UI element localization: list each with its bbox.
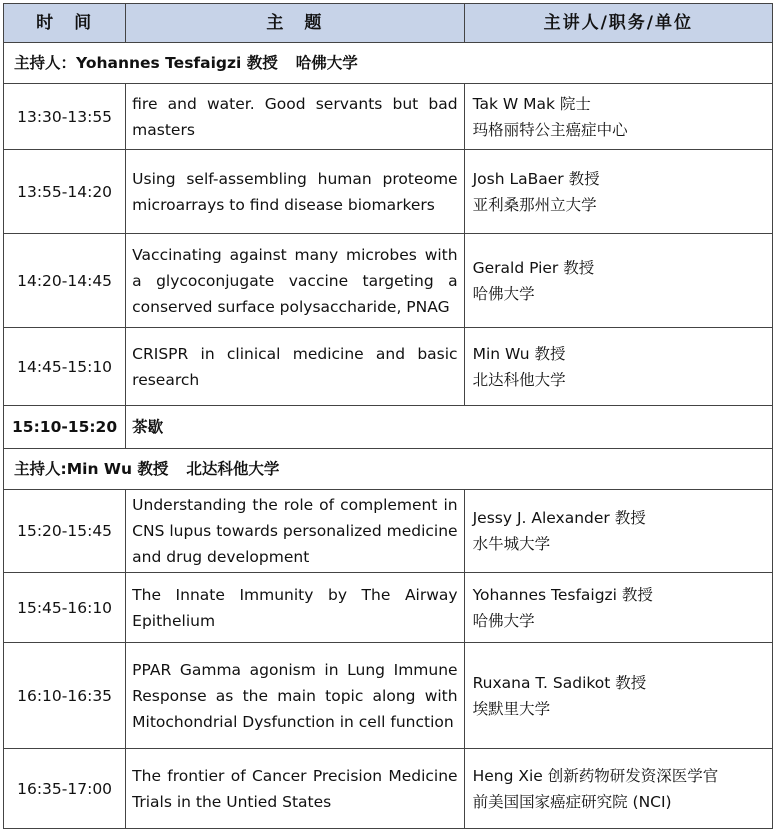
time-cell: 15:20-15:45 (4, 490, 126, 573)
time-cell: 13:30-13:55 (4, 84, 126, 150)
time-cell: 16:10-16:35 (4, 643, 126, 749)
header-time: 时 间 (4, 4, 126, 43)
speaker-name: Gerald Pier 教授 (472, 258, 595, 277)
host-cell (4, 43, 773, 84)
speaker-cell (464, 150, 772, 234)
break-time: 15:10-15:20 (4, 406, 126, 449)
speaker-name: Josh LaBaer 教授 (472, 169, 600, 188)
host-row (4, 449, 773, 490)
speaker-cell (464, 643, 772, 749)
speaker-name: Tak W Mak 院士 (472, 94, 591, 113)
speaker-cell (464, 328, 772, 406)
table-row (4, 643, 773, 749)
break-row (4, 406, 773, 449)
speaker-cell (464, 84, 772, 150)
time-cell: 15:45-16:10 (4, 573, 126, 643)
table-row (4, 328, 773, 406)
speaker-cell (464, 234, 772, 328)
speaker-org: 水牛城大学 (472, 535, 551, 553)
topic-cell: PPAR Gamma agonism in Lung Immune Response as the main topic along with Mitochondrial Dysfunction in cell function (126, 643, 464, 749)
time-cell: 14:20-14:45 (4, 234, 126, 328)
speaker-name: Ruxana T. Sadikot 教授 (472, 673, 647, 692)
host-label: 主持人: (14, 460, 67, 478)
table-row (4, 150, 773, 234)
host-name: Yohannes Tesfaigzi 教授 (76, 54, 278, 72)
speaker-cell (464, 490, 772, 573)
topic-cell: The frontier of Cancer Precision Medicine Trials in the Untied States (126, 749, 464, 829)
host-row (4, 43, 773, 84)
table-row (4, 573, 773, 643)
topic-cell: The Innate Immunity by The Airway Epithelium (126, 573, 464, 643)
speaker-org: 北达科他大学 (472, 370, 566, 389)
agenda-table (3, 3, 773, 829)
header-row (4, 4, 773, 43)
table-row (4, 234, 773, 328)
time-cell: 14:45-15:10 (4, 328, 126, 406)
host-org: 哈佛大学 (295, 54, 358, 72)
time-cell: 13:55-14:20 (4, 150, 126, 234)
speaker-org: 埃默里大学 (472, 699, 551, 718)
speaker-name: Yohannes Tesfaigzi 教授 (472, 585, 653, 604)
speaker-cell (464, 573, 772, 643)
speaker-cell (464, 749, 772, 829)
host-org: 北达科他大学 (186, 460, 280, 478)
break-label: 茶歇 (126, 406, 773, 449)
topic-cell: Vaccinating against many microbes with a glycoconjugate vaccine targeting a conserved surface polysaccharide, PNAG (126, 234, 464, 328)
topic-cell: Using self-assembling human proteome microarrays to find disease biomarkers (126, 150, 464, 234)
header-topic: 主 题 (126, 4, 464, 43)
speaker-org: 哈佛大学 (472, 611, 535, 630)
host-name: Min Wu 教授 (66, 460, 169, 478)
speaker-name: Jessy J. Alexander 教授 (472, 509, 646, 527)
speaker-name: Heng Xie 创新药物研发资深医学官 (472, 766, 719, 785)
speaker-org: 亚利桑那州立大学 (472, 195, 597, 214)
speaker-org: 前美国国家癌症研究院 (NCI) (472, 792, 672, 811)
time-cell: 16:35-17:00 (4, 749, 126, 829)
speaker-org: 哈佛大学 (472, 284, 535, 303)
topic-cell: fire and water. Good servants but bad masters (126, 84, 464, 150)
table-row (4, 749, 773, 829)
table-row (4, 84, 773, 150)
host-label: 主持人： (14, 54, 77, 72)
header-speaker: 主讲人/职务/单位 (464, 4, 772, 43)
topic-cell: Understanding the role of complement in CNS lupus towards personalized medicine and drug development (126, 490, 464, 573)
table-row (4, 490, 773, 573)
host-cell (4, 449, 773, 490)
topic-cell: CRISPR in clinical medicine and basic research (126, 328, 464, 406)
speaker-org: 玛格丽特公主癌症中心 (472, 120, 628, 139)
speaker-name: Min Wu 教授 (472, 344, 566, 363)
